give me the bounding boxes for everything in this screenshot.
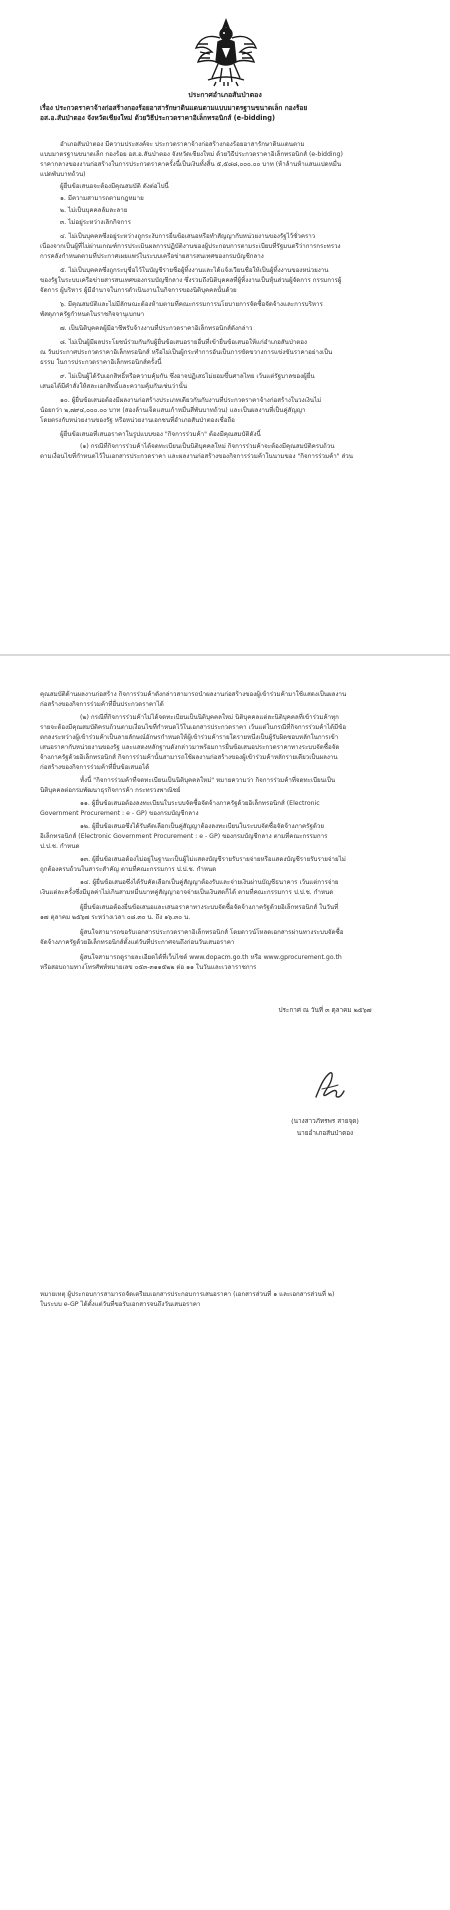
body-line: ๙. ไม่เป็นผู้ได้รับเอกสิทธิ์หรือความคุ้มกัน ซึ่งอาจปฏิเสธไม่ยอมขึ้นศาลไทย เว้นแต่รัฐบาลของผู้ยื่น xyxy=(60,373,315,380)
body-line: ถูกต้องครบถ้วนในสาระสำคัญ ตามที่คณะกรรมการ ป.ป.ช. กำหนด xyxy=(40,866,217,873)
subject-line-1: เรื่อง ประกวดราคาจ้างก่อสร้างกองร้อยอาสารักษาดินแดนตามแบบมาตรฐานขนาดเล็ก กองร้อย xyxy=(40,104,308,112)
body-line: ณ วันประกาศประกวดราคาอิเล็กทรอนิกส์ หรือไม่เป็นผู้กระทำการอันเป็นการขัดขวางการแข่งขันราคาอย่างเป็น xyxy=(40,349,333,356)
body-line: (๑) กรณีที่กิจการร่วมค้าได้จดทะเบียนเป็นนิติบุคคลใหม่ กิจการร่วมค้าจะต้องมีคุณสมบัติครบถ้วน xyxy=(80,443,335,450)
body-line: Government Procurement : e - GP) ของกรมบัญชีกลาง xyxy=(40,810,199,817)
body-line: ผู้สนใจสามารถดูรายละเอียดได้ที่เว็บไซต์ www.dopacm.go.th หรือ www.gprocurement.go.th xyxy=(80,954,342,961)
body-line: ผู้ยื่นข้อเสนอที่เสนอราคาในรูปแบบของ "กิจการร่วมค้า" ต้องมีคุณสมบัติดังนี้ xyxy=(60,431,261,438)
body-line: เสนอราคากับหน่วยงานของรัฐ และแสดงหลักฐานดังกล่าวมาพร้อมการยื่นข้อเสนอประกวดราคาทางระบบจัดซื้อจัด xyxy=(40,744,340,751)
body-line: ตามเงื่อนไขที่กำหนดไว้ในเอกสารประกวดราคา และผลงานก่อสร้างของกิจการร่วมค้าในนามของ "กิจการร่วมค้า" ส่วน xyxy=(40,453,353,460)
body-line: รายจะต้องมีคุณสมบัติครบถ้วนตามเงื่อนไขที่กำหนดไว้ในเอกสารประกวดราคา เว้นแต่ในกรณีที่กิจการร่วมค้าได้มีข้อ xyxy=(40,724,347,731)
announcement-date: ประกาศ ณ วันที่ ๓ ตุลาคม ๒๕๖๗ xyxy=(278,1006,372,1014)
body-line: ๗. เป็นนิติบุคคลผู้มีอาชีพรับจ้างงานที่ประกวดราคาอิเล็กทรอนิกส์ดังกล่าว xyxy=(60,325,253,332)
body-line: หรือสอบถามทางโทรศัพท์หมายเลข ๐๕๓-๓๑๑๕๒๒ ต่อ ๑๑ ในวันและเวลาราชการ xyxy=(40,964,257,971)
office-title: ประกาศอำเภอสันป่าตอง xyxy=(188,91,262,99)
footnote-line: ในระบบ e-GP ได้ตั้งแต่วันที่ขอรับเอกสารจนถึงวันเสนอราคา xyxy=(40,1301,201,1308)
body-line: เงินแต่ละครั้งซึ่งมีมูลค่าไม่เกินสามหมื่นบาทคู่สัญญาอาจจ่ายเป็นเงินสดก็ได้ ตามที่คณะกรรมการ ป.ป.ช. กำหนด xyxy=(40,889,334,896)
body-line: แบบมาตรฐานขนาดเล็ก กองร้อย อส.อ.สันป่าตอง จังหวัดเชียงใหม่ ด้วยวิธีประกวดราคาอิเล็กทรอนิกส์ (e-bidding) xyxy=(40,151,343,158)
body-line: น้อยกว่า ๒,๗๙๔,๐๐๐.๐๐ บาท (สองล้านเจ็ดแสนเก้าหมื่นสี่พันบาทถ้วน) และเป็นผลงานที่เป็นคู่สัญญา xyxy=(40,407,306,414)
subject-line-2: อส.อ.สันป่าตอง จังหวัดเชียงใหม่ ด้วยวิธีประกวดราคาอิเล็กทรอนิกส์ (e-bidding) xyxy=(40,114,275,122)
body-line: ผู้ยื่นข้อเสนอจะต้องมีคุณสมบัติ ดังต่อไปนี้ xyxy=(60,183,169,190)
body-line: ๑๔. ผู้ยื่นข้อเสนอซึ่งได้รับคัดเลือกเป็นคู่สัญญาต้องรับและจ่ายเงินผ่านบัญชีธนาคาร เว้นแต่การจ่าย xyxy=(80,879,339,886)
body-line: ของรัฐในระบบเครือข่ายสารสนเทศของกรมบัญชีกลาง ซึ่งรวมถึงนิติบุคคลที่ผู้ทิ้งงานเป็นหุ้นส่วนผู้จัดการ กรรมการผู้ xyxy=(40,277,342,284)
body-line: จัดจ้างภาครัฐด้วยอิเล็กทรอนิกส์ตั้งแต่วันที่ประกาศจนถึงก่อนวันเสนอราคา xyxy=(40,939,235,946)
body-line: ราคากลางของงานก่อสร้างในการประกวดราคาครั้งนี้เป็นเงินทั้งสิ้น ๕,๕๘๘,๐๐๐.๐๐ บาท (ห้าล้านห้าแสนแปดหมื่น xyxy=(40,161,342,168)
body-line: ๔. ไม่เป็นบุคคลซึ่งอยู่ระหว่างถูกระงับการยื่นข้อเสนอหรือทำสัญญากับหน่วยงานของรัฐไว้ชั่วคราว xyxy=(60,233,316,240)
body-line: นิติบุคคลต่อกรมพัฒนาธุรกิจการค้า กระทรวงพาณิชย์ xyxy=(40,787,181,794)
body-line: ก่อสร้างของกิจการร่วมค้าที่ยื่นประกวดราคาได้ xyxy=(40,701,164,708)
body-line: อิเล็กทรอนิกส์ (Electronic Government Procurement : e - GP) ของกรมบัญชีกลาง ตามที่คณะกรรมการ xyxy=(40,833,328,840)
body-line: ๕. ไม่เป็นบุคคลซึ่งถูกระบุชื่อไว้ในบัญชีรายชื่อผู้ทิ้งงานและได้แจ้งเวียนชื่อให้เป็นผู้ทิ้งงานของหน่วยงาน xyxy=(60,267,329,274)
body-line: ทั้งนี้ "กิจการร่วมค้าที่จดทะเบียนเป็นนิติบุคคลใหม่" หมายความว่า กิจการร่วมค้าที่จดทะเบียนเป็น xyxy=(80,777,336,784)
footnote-line: หมายเหตุ ผู้ประกอบการสามารถจัดเตรียมเอกสารประกอบการเสนอราคา (เอกสารส่วนที่ ๑ และเอกสารส่วนที่ ๒) xyxy=(40,1291,335,1298)
body-line: ๑๓. ผู้ยื่นข้อเสนอต้องไม่อยู่ในฐานะเป็นผู้ไม่แสดงบัญชีรายรับรายจ่ายหรือแสดงบัญชีรายรับรายจ่ายไม่ xyxy=(80,856,346,863)
body-line: ป.ป.ช. กำหนด xyxy=(40,843,80,850)
body-line: ๘. ไม่เป็นผู้มีผลประโยชน์ร่วมกันกับผู้ยื่นข้อเสนอรายอื่นที่เข้ายื่นข้อเสนอให้แก่อำเภอสันป่าตอง xyxy=(60,339,308,346)
body-line: ๓. ไม่อยู่ระหว่างเลิกกิจการ xyxy=(60,219,131,226)
body-line: แปดพันบาทถ้วน) xyxy=(40,171,86,178)
body-line: ๑๐. ผู้ยื่นข้อเสนอต้องมีผลงานก่อสร้างประเภทเดียวกันกับงานที่ประกวดราคาจ้างก่อสร้างในวงเงินไม่ xyxy=(60,397,322,404)
body-line: อำเภอสันป่าตอง มีความประสงค์จะ ประกวดราคาจ้างก่อสร้างกองร้อยอาสารักษาดินแดนตาม xyxy=(60,141,305,148)
body-line: ธรรม ในการประกวดราคาอิเล็กทรอนิกส์ครั้งนี้ xyxy=(40,359,162,366)
body-line: ๒. ไม่เป็นบุคคลล้มละลาย xyxy=(60,207,128,214)
body-line: พัสดุภาครัฐกำหนดในราชกิจจานุเบกษา xyxy=(40,311,145,318)
signer-position: นายอำเภอสันป่าตอง xyxy=(296,1129,354,1137)
body-line: ๑. มีความสามารถตามกฎหมาย xyxy=(60,195,144,202)
body-line: เนื่องจากเป็นผู้ที่ไม่ผ่านเกณฑ์การประเมินผลการปฏิบัติงานของผู้ประกอบการตามระเบียบที่รัฐมนตรีว่าการกระทรวง xyxy=(40,243,341,250)
handwritten-signature-icon xyxy=(308,1067,348,1105)
body-line: คุณสมบัติด้านผลงานก่อสร้าง กิจการร่วมค้าดังกล่าวสามารถนำผลงานก่อสร้างของผู้เข้าร่วมค้ามาใช้แสดงเป็นผลงาน xyxy=(40,691,347,698)
body-line: ๑๑. ผู้ยื่นข้อเสนอต้องลงทะเบียนในระบบจัดซื้อจัดจ้างภาครัฐด้วยอิเล็กทรอนิกส์ (Electronic xyxy=(80,800,320,807)
body-line: ๑๒. ผู้ยื่นข้อเสนอซึ่งได้รับคัดเลือกเป็นคู่สัญญาต้องลงทะเบียนในระบบจัดซื้อจัดจ้างภาครัฐด้วย xyxy=(80,823,325,830)
body-line: การคลังกำหนดตามที่ประกาศเผยแพร่ในระบบเครือข่ายสารสนเทศของกรมบัญชีกลาง xyxy=(40,253,264,260)
page-divider xyxy=(0,654,450,656)
body-line: ก่อสร้างของกิจการร่วมค้าที่ยื่นข้อเสนอได้ xyxy=(40,764,150,771)
body-line: จ้างภาครัฐด้วยอิเล็กทรอนิกส์ กิจการร่วมค้านั้นสามารถใช้ผลงานก่อสร้างของผู้เข้าร่วมค้าหลักรายเดียวเป็นผลงาน xyxy=(40,754,338,761)
document-page-1 xyxy=(0,0,450,648)
garuda-emblem-icon xyxy=(194,16,258,88)
body-line: ๑๗ ตุลาคม ๒๕๖๗ ระหว่างเวลา ๐๘.๓๐ น. ถึง ๑๖.๓๐ น. xyxy=(40,914,191,921)
body-line: (๒) กรณีที่กิจการร่วมค้าไม่ได้จดทะเบียนเป็นนิติบุคคลใหม่ นิติบุคคลแต่ละนิติบุคคลที่เข้าร่วมค้าทุก xyxy=(80,714,339,721)
signer-name: (นางสาวภัทรพร สายจุด) xyxy=(291,1117,359,1125)
body-line: โดยตรงกับหน่วยงานของรัฐ หรือหน่วยงานเอกชนที่อำเภอสันป่าตองเชื่อถือ xyxy=(40,417,235,424)
body-line: ๖. มีคุณสมบัติและไม่มีลักษณะต้องห้ามตามที่คณะกรรมการนโยบายการจัดซื้อจัดจ้างและการบริหาร xyxy=(60,301,323,308)
body-line: ผู้สนใจสามารถขอรับเอกสารประกวดราคาอิเล็กทรอนิกส์ โดยดาวน์โหลดเอกสารผ่านทางระบบจัดซื้อ xyxy=(80,929,344,936)
body-line: เสนอได้มีคำสั่งให้สละเอกสิทธิ์และความคุ้มกันเช่นว่านั้น xyxy=(40,383,188,390)
body-line: จัดการ ผู้บริหาร ผู้มีอำนาจในการดำเนินงานในกิจการของนิติบุคคลนั้นด้วย xyxy=(40,287,237,294)
body-line: ผู้ยื่นข้อเสนอต้องยื่นข้อเสนอและเสนอราคาทางระบบจัดซื้อจัดจ้างภาครัฐด้วยอิเล็กทรอนิกส์ ในวันที่ xyxy=(80,904,339,911)
body-line: ตกลงระหว่างผู้เข้าร่วมค้าเป็นลายลักษณ์อักษรกำหนดให้ผู้เข้าร่วมค้ารายใดรายหนึ่งเป็นผู้รับผิดชอบหลักในการเข้า xyxy=(40,734,339,741)
